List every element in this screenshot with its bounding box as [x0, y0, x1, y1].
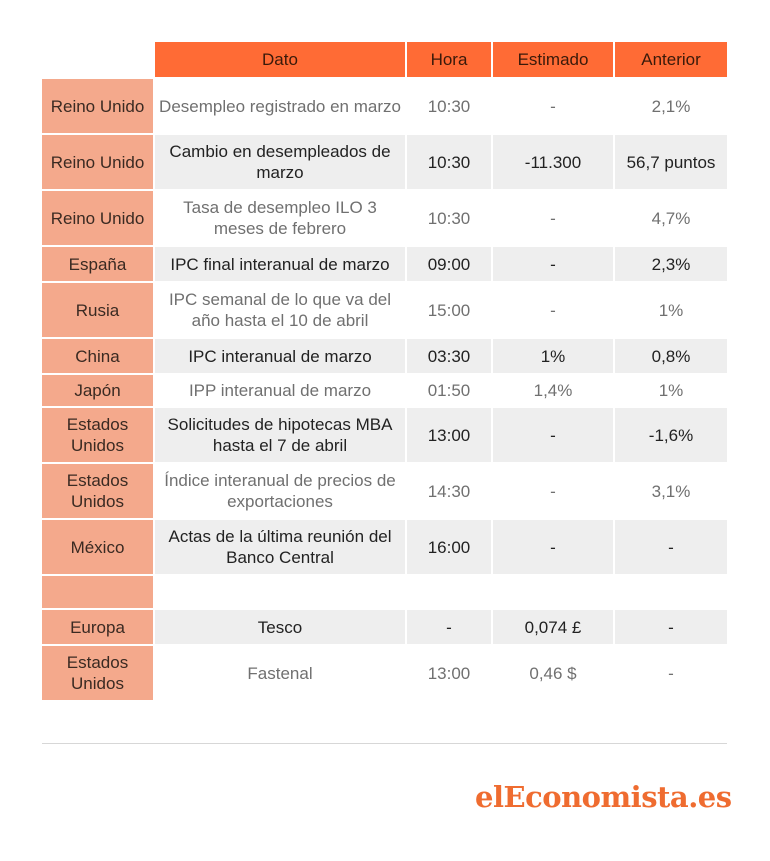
country-cell [42, 575, 154, 609]
country-cell: Estados Unidos [42, 463, 154, 519]
estimado-cell: - [492, 190, 614, 246]
dato-cell: Solicitudes de hipotecas MBA hasta el 7 de abril [154, 407, 406, 463]
table-row [42, 78, 727, 134]
table-row [42, 282, 727, 338]
hora-cell: 16:00 [406, 519, 492, 575]
country-cell: Reino Unido [42, 190, 154, 246]
hora-cell: 10:30 [406, 190, 492, 246]
estimado-cell: - [492, 519, 614, 575]
dato-cell: IPC final interanual de marzo [154, 246, 406, 282]
eleconomista-logo: elEconomista.es [475, 780, 732, 814]
spacer-cell [406, 575, 492, 609]
dato-cell: Actas de la última reunión del Banco Central [154, 519, 406, 575]
estimado-cell: 1% [492, 338, 614, 374]
table-row [42, 374, 727, 407]
country-cell: España [42, 246, 154, 282]
country-cell: Estados Unidos [42, 407, 154, 463]
anterior-cell: 2,1% [614, 78, 727, 134]
country-cell: Estados Unidos [42, 645, 154, 701]
estimado-cell: 0,46 $ [492, 645, 614, 701]
hora-cell: 14:30 [406, 463, 492, 519]
table-row [42, 190, 727, 246]
header-corner [42, 42, 154, 78]
country-cell: Reino Unido [42, 134, 154, 190]
anterior-cell: 1% [614, 374, 727, 407]
hora-cell: 10:30 [406, 134, 492, 190]
anterior-cell: 56,7 puntos [614, 134, 727, 190]
economic-calendar-table [42, 42, 727, 702]
country-cell: Europa [42, 609, 154, 645]
hora-cell: 01:50 [406, 374, 492, 407]
anterior-cell: 4,7% [614, 190, 727, 246]
dato-cell: IPP interanual de marzo [154, 374, 406, 407]
hora-cell: 15:00 [406, 282, 492, 338]
header-anterior: Anterior [614, 42, 727, 78]
divider [42, 743, 727, 744]
dato-cell: Tasa de desempleo ILO 3 meses de febrero [154, 190, 406, 246]
estimado-cell: - [492, 463, 614, 519]
header-row [42, 42, 727, 78]
hora-cell: - [406, 609, 492, 645]
estimado-cell: 0,074 £ [492, 609, 614, 645]
country-cell: Japón [42, 374, 154, 407]
hora-cell: 09:00 [406, 246, 492, 282]
dato-cell: IPC interanual de marzo [154, 338, 406, 374]
dato-cell: Índice interanual de precios de exportaciones [154, 463, 406, 519]
dato-cell: Desempleo registrado en marzo [154, 78, 406, 134]
table-row [42, 645, 727, 701]
hora-cell: 03:30 [406, 338, 492, 374]
table-row [42, 519, 727, 575]
estimado-cell: - [492, 407, 614, 463]
spacer-row [42, 575, 727, 609]
anterior-cell: 3,1% [614, 463, 727, 519]
anterior-cell: 0,8% [614, 338, 727, 374]
hora-cell: 13:00 [406, 645, 492, 701]
estimado-cell: - [492, 78, 614, 134]
anterior-cell: 2,3% [614, 246, 727, 282]
spacer-cell [492, 575, 614, 609]
header-estimado: Estimado [492, 42, 614, 78]
estimado-cell: - [492, 282, 614, 338]
country-cell: China [42, 338, 154, 374]
spacer-cell [154, 575, 406, 609]
table-row [42, 609, 727, 645]
header-hora: Hora [406, 42, 492, 78]
anterior-cell: - [614, 519, 727, 575]
hora-cell: 13:00 [406, 407, 492, 463]
estimado-cell: 1,4% [492, 374, 614, 407]
anterior-cell: - [614, 645, 727, 701]
table-row [42, 338, 727, 374]
dato-cell: Fastenal [154, 645, 406, 701]
country-cell: México [42, 519, 154, 575]
estimado-cell: -11.300 [492, 134, 614, 190]
table-row [42, 463, 727, 519]
header-dato: Dato [154, 42, 406, 78]
hora-cell: 10:30 [406, 78, 492, 134]
table-row [42, 134, 727, 190]
dato-cell: IPC semanal de lo que va del año hasta el 10 de abril [154, 282, 406, 338]
dato-cell: Tesco [154, 609, 406, 645]
anterior-cell: -1,6% [614, 407, 727, 463]
dato-cell: Cambio en desempleados de marzo [154, 134, 406, 190]
anterior-cell: 1% [614, 282, 727, 338]
table-row [42, 407, 727, 463]
table-row [42, 246, 727, 282]
spacer-cell [614, 575, 727, 609]
estimado-cell: - [492, 246, 614, 282]
country-cell: Reino Unido [42, 78, 154, 134]
anterior-cell: - [614, 609, 727, 645]
country-cell: Rusia [42, 282, 154, 338]
